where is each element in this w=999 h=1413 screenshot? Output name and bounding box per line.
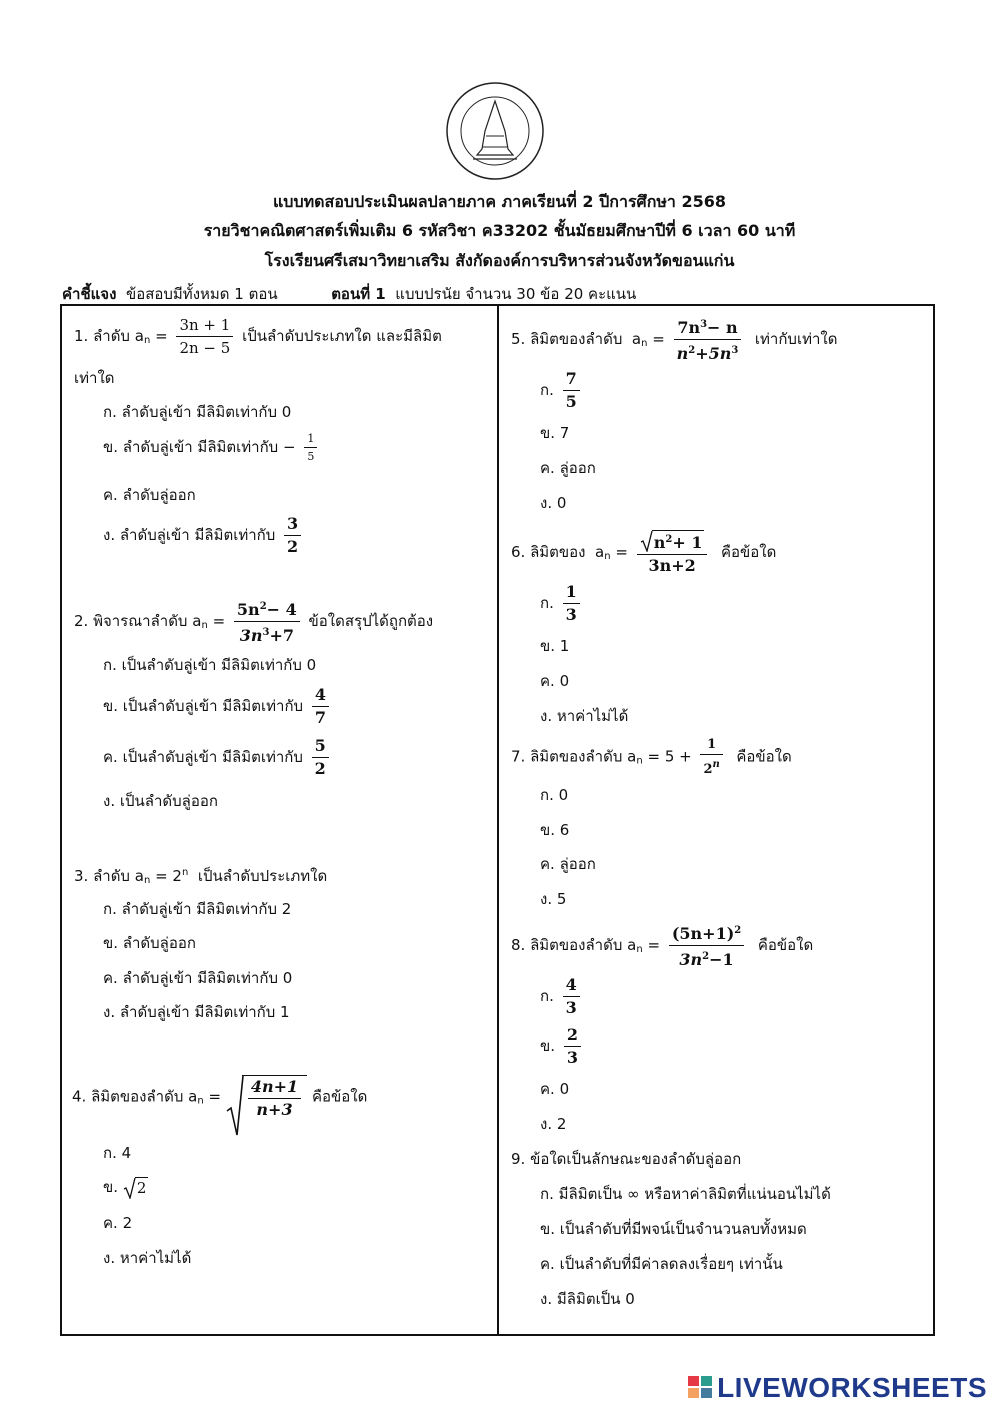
q9-option-d[interactable]: ง. มีลิมิตเป็น 0: [540, 1290, 635, 1308]
question-5: 5. ลิมิตของลำดับ $a_n$ = $\frac{7n^3- n}{n^2+5n^3}$ เท่ากับเท่าใด: [511, 318, 838, 363]
q7-option-d[interactable]: ง. 5: [540, 890, 567, 908]
q8-option-c[interactable]: ค. 0: [540, 1080, 570, 1098]
liveworksheets-watermark[interactable]: LIVEWORKSHEETS: [688, 1372, 987, 1404]
q4-option-b[interactable]: ข. 2: [103, 1178, 147, 1197]
q3-option-c[interactable]: ค. ลำดับลู่เข้า มีลิมิตเท่ากับ 0: [103, 969, 293, 987]
q1-option-c[interactable]: ค. ลำดับลู่ออก: [103, 486, 196, 504]
instructions: [62, 282, 636, 306]
question-9: 9. ข้อใดเป็นลักษณะของลำดับลู่ออก: [511, 1150, 742, 1168]
q6-option-c[interactable]: ค. 0: [540, 672, 570, 690]
course-info: รายวิชาคณิตศาสตร์เพิ่มเติม 6 รหัสวิชา ค33202 ชั้นมัธยมศึกษาปีที่ 6 เวลา 60 นาที: [203, 221, 796, 240]
q2-option-b[interactable]: ข. เป็นลำดับลู่เข้า มีลิมิตเท่ากับ $\frac{4}{7}$: [103, 686, 333, 727]
q1-fraction: $\frac{3n + 1}{2n - 5}$: [176, 316, 233, 357]
q7-option-c[interactable]: ค. ลู่ออก: [540, 855, 596, 873]
q5-option-b[interactable]: ข. 7: [540, 424, 570, 442]
q7-option-b[interactable]: ข. 6: [540, 821, 570, 839]
q8-option-d[interactable]: ง. 2: [540, 1115, 567, 1133]
q5-option-d[interactable]: ง. 0: [540, 494, 567, 512]
q6-option-a[interactable]: ก. $\frac{1}{3}$: [540, 583, 584, 624]
exam-title: แบบทดสอบประเมินผลปลายภาค ภาคเรียนที่ 2 ปีการศึกษา 2568: [272, 192, 727, 211]
q9-option-a[interactable]: ก. มีลิมิตเป็น ∞ หรือหาค่าลิมิตที่แน่นอนไม่ได้: [540, 1185, 831, 1203]
q3-option-a[interactable]: ก. ลำดับลู่เข้า มีลิมิตเท่ากับ 2: [103, 900, 292, 918]
q2-option-c[interactable]: ค. เป็นลำดับลู่เข้า มีลิมิตเท่ากับ $\frac{5}{2}$: [103, 737, 333, 778]
q7-option-a[interactable]: ก. 0: [540, 786, 569, 804]
q6-option-b[interactable]: ข. 1: [540, 637, 570, 655]
q4-sqrt: $\frac{4n+1}{n+3}$: [226, 1075, 307, 1119]
question-3: 3. ลำดับ $a_n = 2^n$ เป็นลำดับประเภทใด: [74, 867, 328, 886]
question-1: 1. ลำดับ $a_n$ = $\frac{3n + 1}{2n - 5}$ เป็นลำดับประเภทใด และมีลิมิต: [74, 316, 442, 357]
q4-option-a[interactable]: ก. 4: [103, 1144, 132, 1162]
part-text: แบบปรนัย จำนวน 30 ข้อ 20 คะแนน: [395, 285, 637, 303]
q4-option-d[interactable]: ง. หาค่าไม่ได้: [103, 1249, 192, 1267]
part-label: ตอนที่ 1: [331, 285, 386, 303]
q6-option-d[interactable]: ง. หาค่าไม่ได้: [540, 707, 629, 725]
q9-option-c[interactable]: ค. เป็นลำดับที่มีค่าลดลงเรื่อยๆ เท่านั้น: [540, 1255, 783, 1273]
question-2: 2. พิจารณาลำดับ $a_n$ = $\frac{5n^2- 4}{3n^3+7}$ ข้อใดสรุปได้ถูกต้อง: [74, 600, 434, 645]
q2-option-d[interactable]: ง. เป็นลำดับลู่ออก: [103, 792, 218, 810]
q3-option-d[interactable]: ง. ลำดับลู่เข้า มีลิมิตเท่ากับ 1: [103, 1003, 290, 1021]
instructions-label: คำชี้แจง: [62, 285, 117, 303]
q1-option-b[interactable]: ข. ลำดับลู่เข้า มีลิมิตเท่ากับ − $\frac{1}{5}$: [103, 432, 321, 463]
q8-option-a[interactable]: ก. $\frac{4}{3}$: [540, 976, 584, 1017]
q8-option-b[interactable]: ข. $\frac{2}{3}$: [540, 1026, 585, 1067]
school-seal-icon: [437, 81, 554, 181]
column-divider: [497, 304, 499, 1336]
q6-fraction: $\frac{n^2+ 1}{3n+2}$: [637, 530, 708, 575]
q3-option-b[interactable]: ข. ลำดับลู่ออก: [103, 934, 196, 952]
q7-fraction: $\frac{1}{2^n}$: [700, 737, 722, 777]
q1-option-d[interactable]: ง. ลำดับลู่เข้า มีลิมิตเท่ากับ $\frac{3}{2}$: [103, 515, 305, 556]
school-info: โรงเรียนศรีเสมาวิทยาเสริม สังกัดองค์การบริหารส่วนจังหวัดขอนแก่น: [264, 251, 735, 270]
q4-option-c[interactable]: ค. 2: [103, 1214, 133, 1232]
q2-option-a[interactable]: ก. เป็นลำดับลู่เข้า มีลิมิตเท่ากับ 0: [103, 656, 317, 674]
question-4: 4. ลิมิตของลำดับ $a_n$ = $\frac{4n+1}{n+3}$ คือข้อใด: [72, 1075, 367, 1119]
question-1-cont: เท่าใด: [74, 369, 115, 387]
question-8: 8. ลิมิตของลำดับ $a_n$ = $\frac{(5n+1)^2}{3n^2-1}$ คือข้อใด: [511, 924, 814, 969]
q2-fraction: $\frac{5n^2- 4}{3n^3+7}$: [234, 598, 300, 645]
q5-option-c[interactable]: ค. ลู่ออก: [540, 459, 596, 477]
question-6: 6. ลิมิตของ $a_n$ = $\frac{n^2+ 1}{3n+2}$ คือข้อใด: [511, 530, 776, 575]
q9-option-b[interactable]: ข. เป็นลำดับที่มีพจน์เป็นจำนวนลบทั้งหมด: [540, 1220, 807, 1238]
question-7: 7. ลิมิตของลำดับ $a_n = 5$ + $\frac{1}{2^n}$ คือข้อใด: [511, 737, 792, 777]
q5-fraction: $\frac{7n^3- n}{n^2+5n^3}$: [674, 316, 742, 363]
liveworksheets-logo-icon: [688, 1376, 714, 1400]
school-logo: [437, 81, 554, 181]
q1-option-a[interactable]: ก. ลำดับลู่เข้า มีลิมิตเท่ากับ 0: [103, 403, 292, 421]
q5-option-a[interactable]: ก. $\frac{7}{5}$: [540, 370, 584, 411]
q8-fraction: $\frac{(5n+1)^2}{3n^2-1}$: [669, 922, 744, 969]
instructions-text: ข้อสอบมีทั้งหมด 1 ตอน: [125, 285, 278, 303]
